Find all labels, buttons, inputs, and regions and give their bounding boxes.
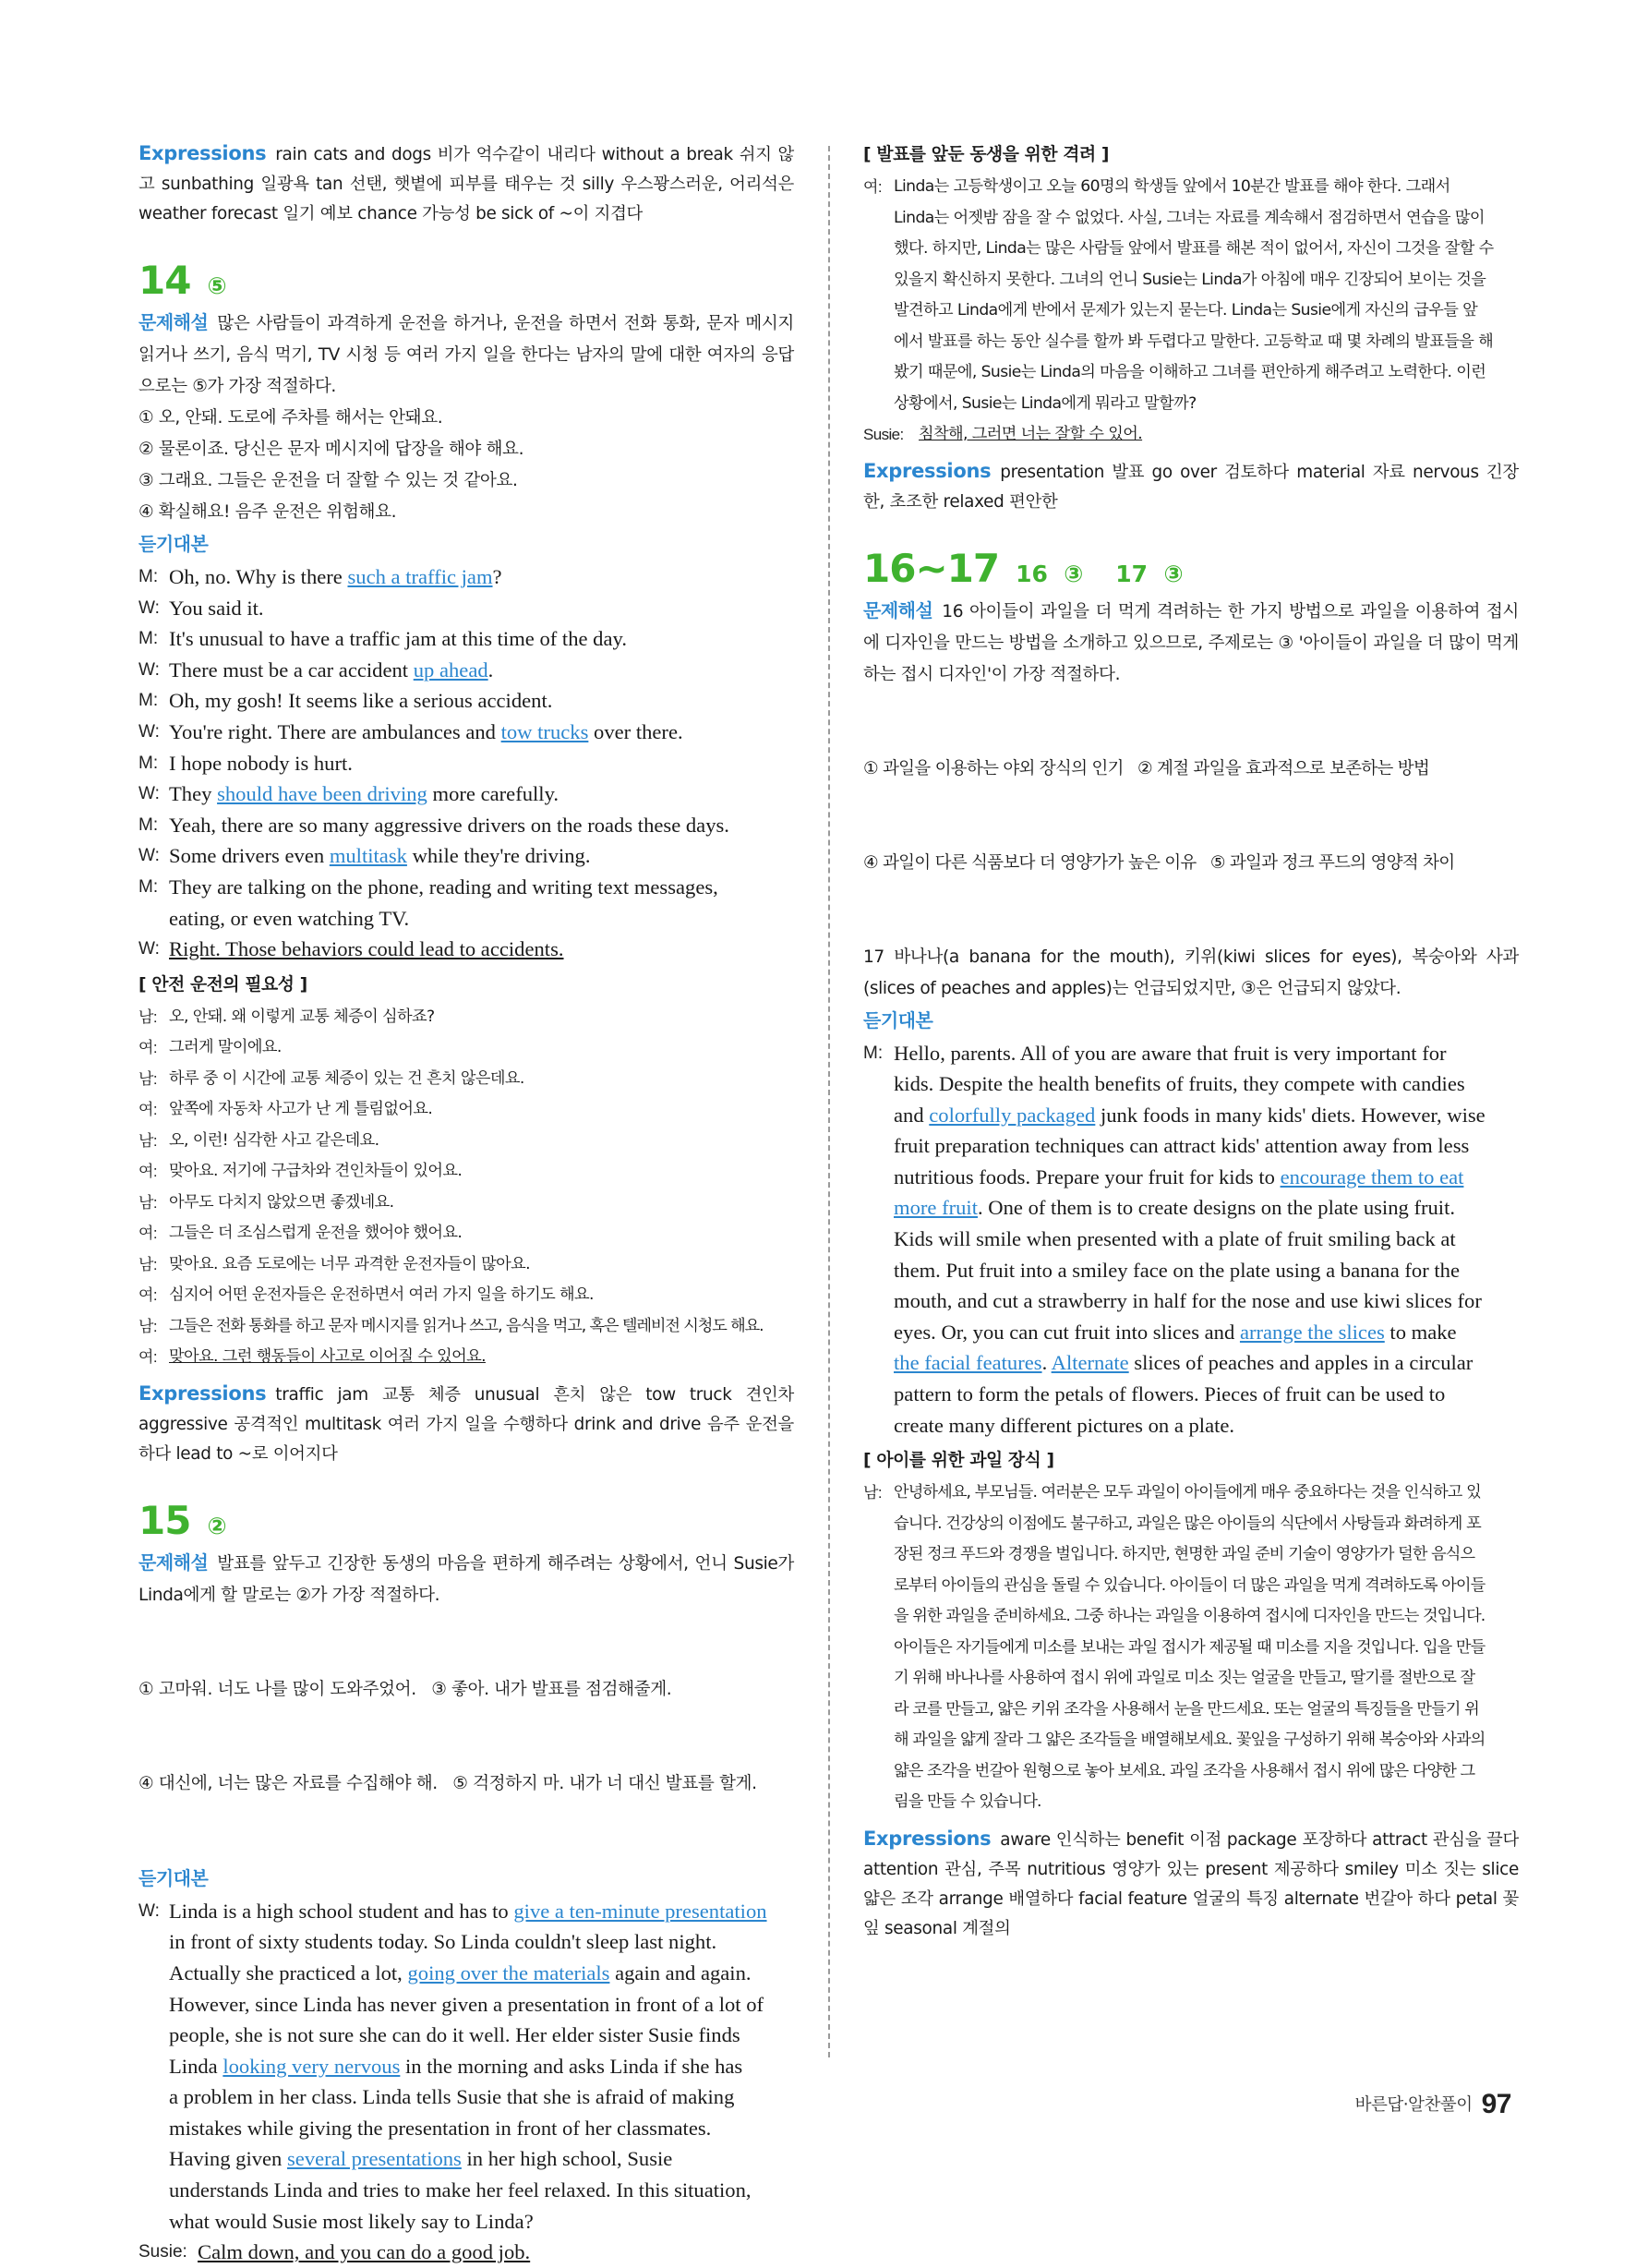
speaker: 남:	[138, 1069, 157, 1088]
translation-text: 오, 이런! 심각한 사고 같은데요.	[169, 1130, 379, 1150]
dialogue-text: and	[894, 1103, 930, 1127]
dialogue-line	[138, 934, 794, 965]
explanation-q17: 17 바나나(a banana for the mouth), 키위(kiwi slices for eyes), 복숭아와 사과(slices of peaches and apples)는 언급되었지만, ③은 언급되지 않았다.	[863, 947, 1519, 998]
highlight-phrase: colorfully packaged	[929, 1103, 1096, 1127]
explanation-q16	[863, 595, 1519, 691]
speaker: 남:	[138, 1255, 157, 1273]
translation-text: 얇은 조각을 번갈아 원형으로 놓아 보세요. 과일 조각을 사용해서 접시 위에 많은 다양한 그	[894, 1761, 1475, 1780]
explanation-text: 16 아이들이 과일을 더 먹게 격려하는 한 가지 방법으로 과일을 이용하여 접시에 디자인을 만드는 방법을 소개하고 있으므로, 주제로는 ③ '아이들이 과일을 더 많이 먹게 하는 접시 디자인'이 가장 적절하다.	[863, 601, 1519, 684]
question-number: 15	[138, 1497, 191, 1543]
explanation-text: 발표를 앞두고 긴장한 동생의 마음을 편하게 해주려는 상황에서, 언니 Susie가 Linda에게 할 말로는 ②가 가장 적절하다.	[138, 1553, 794, 1605]
translation-text: 맞아요. 요즘 도로에는 너무 과격한 운전자들이 많아요.	[169, 1254, 530, 1273]
question-number: 14	[138, 258, 191, 303]
speaker: W:	[138, 846, 160, 866]
explanation-label: 문제해설	[138, 1550, 209, 1574]
dialogue-text: You said it.	[169, 596, 264, 620]
speaker: M:	[138, 629, 159, 649]
translation-q14	[138, 1002, 794, 1373]
dialogue-text: Having given	[169, 2147, 288, 2171]
translation-text: 하루 중 이 시간에 교통 체증이 있는 건 흔치 않은데요.	[169, 1068, 524, 1088]
translation-line	[138, 1064, 794, 1095]
option-item: ② 물론이죠. 당신은 문자 메시지에 답장을 해야 해요.	[138, 440, 524, 459]
question-14-header	[138, 260, 794, 301]
question-15-header	[138, 1497, 794, 1543]
translation-line	[138, 1094, 794, 1126]
answer-line: Right. Those behaviors could lead to accidents.	[169, 937, 564, 961]
dialogue-text: Yeah, there are so many aggressive drivers on the roads these days.	[169, 813, 729, 837]
dialogue-block	[863, 1038, 1519, 1442]
dialogue-text: Hello, parents. All of you are aware that fruit is very important for	[894, 1041, 1447, 1065]
speaker: 남:	[863, 1484, 882, 1502]
translation-text: 앞쪽에 자동차 사고가 난 게 틀림없어요.	[169, 1100, 433, 1119]
translation-text: 라 코를 만들고, 얇은 키위 조각을 사용해서 눈을 만드세요. 또는 얼굴의 특징들을 만들기 위	[894, 1699, 1479, 1719]
footer-label: 바른답·알찬풀이	[1354, 2095, 1473, 2115]
highlight-phrase: more fruit	[894, 1196, 978, 1220]
dialogue-text: It's unusual to have a traffic jam at this time of the day.	[169, 627, 627, 651]
dialogue-line	[138, 810, 794, 841]
page-footer	[1355, 2089, 1511, 2120]
dialogue-text: in front of sixty students today. So Linda couldn't sleep last night.	[169, 1930, 717, 1954]
dialogue-text: people, she is not sure she can do it well. Her elder sister Susie finds	[169, 2023, 740, 2047]
speaker: 여:	[138, 1286, 157, 1305]
translation-line	[138, 1342, 794, 1373]
speaker: 여:	[863, 178, 882, 196]
dialogue-text: There must be a car accident	[169, 657, 414, 682]
dialogue-text: .	[487, 657, 494, 682]
translation-title-q15: [ 발표를 앞둔 동생을 위한 격려 ]	[863, 145, 1110, 164]
expressions-label: Expressions	[138, 1381, 267, 1405]
dialogue-text: They	[169, 782, 218, 806]
dialogue-text: mouth, and cut a strawberry in half for the nose and use kiwi slices for	[894, 1289, 1482, 1313]
expressions-text: aware 인식하는 benefit 이점 package 포장하다 attract 관심을 끌다 attention 관심, 주목 nutritious 영양가 있는 present 제공하다 smiley 미소 짓는 slice 얇은 조각 arrange 배열하다 facial feature 얼굴의 특징 alternate 번갈아 하다 petal 꽃잎 seasonal 계절의	[863, 1829, 1519, 1938]
script-label: 듣기대본	[863, 1008, 933, 1031]
dialogue-text: them. Put fruit into a smiley face on the plate using a banana for the	[894, 1258, 1460, 1282]
speaker: M:	[138, 691, 159, 711]
translation-line	[138, 1156, 794, 1188]
translation-line	[138, 1218, 794, 1249]
options-q14	[138, 403, 794, 528]
dialogue-text: understands Linda and tries to make her feel relaxed. In this situation,	[169, 2178, 752, 2202]
speaker: Susie:	[863, 426, 904, 443]
translation-text: 그들은 전화 통화를 하고 문자 메시지를 읽거나 쓰고, 음식을 먹고, 혹은 텔레비전 시청도 해요.	[169, 1316, 764, 1335]
highlight-phrase: the facial features	[894, 1351, 1042, 1375]
translation-text: 아이들은 자기들에게 미소를 보내는 과일 접시가 제공될 때 미소를 지을 것입니다. 입을 만들	[894, 1637, 1486, 1657]
highlight-phrase: several presentations	[287, 2147, 462, 2171]
speaker: 남:	[138, 1193, 157, 1212]
speaker: 남:	[138, 1317, 157, 1335]
translation-line	[138, 1249, 794, 1281]
speaker: M:	[138, 814, 159, 835]
expressions-label: Expressions	[138, 142, 267, 164]
highlight-phrase: looking very nervous	[223, 2054, 401, 2078]
highlight-phrase: such a traffic jam	[347, 565, 493, 588]
dialogue-text: Some drivers even	[169, 844, 330, 868]
translation-text: 아무도 다치지 않았으면 좋겠네요.	[169, 1192, 394, 1212]
question-number: 16~17	[863, 545, 1000, 591]
dialogue-text: I hope nobody is hurt.	[169, 751, 353, 775]
dialogue-text: Actually she practiced a lot,	[169, 1960, 408, 1984]
speaker: M:	[138, 753, 159, 773]
dialogue-text: Kids will smile when presented with a plate of fruit smiling back at	[894, 1227, 1456, 1251]
dialogue-text: over there.	[588, 719, 683, 743]
option-item: ④ 과일이 다른 식품보다 더 영양가가 높은 이유 ⑤ 과일과 정크 푸드의 영양적 차이	[863, 852, 1455, 873]
option-item: ① 오, 안돼. 도로에 주차를 해서는 안돼요.	[138, 408, 443, 428]
expressions-text: traffic jam 교통 체증 unusual 흔치 않은 tow truck 견인차 aggressive 공격적인 multitask 여러 가지 일을 수행하다 drink and drive 음주 운전을 하다 lead to ~로 이어지다	[138, 1384, 794, 1464]
highlight-phrase: multitask	[329, 844, 407, 868]
dialogue-line	[138, 840, 794, 872]
translation-line	[138, 1280, 794, 1311]
dialogue-text: Linda	[169, 2054, 223, 2078]
speaker: W:	[138, 1900, 160, 1921]
speaker: 여:	[138, 1163, 157, 1181]
dialogue-line	[138, 593, 794, 624]
script-label: 듣기대본	[138, 533, 209, 555]
translation-line	[138, 1311, 794, 1343]
page-number: 97	[1481, 2089, 1511, 2119]
script-q15	[138, 1896, 794, 2268]
script-q16	[863, 1038, 1519, 1442]
question-answer: ⑤	[207, 272, 227, 299]
explanation-q15	[138, 1547, 794, 1611]
speaker: 여:	[138, 1348, 157, 1367]
dialogue-text: slices of peaches and apples in a circular	[1128, 1351, 1474, 1375]
translation-text: 했다. 하지만, Linda는 많은 사람들 앞에서 발표를 해본 적이 없어서, 자신이 그것을 잘할 수	[894, 239, 1494, 258]
column-divider	[828, 146, 830, 2057]
dialogue-text: kids. Despite the health benefits of fruits, they compete with candies	[894, 1072, 1465, 1096]
explanation-label: 문제해설	[863, 598, 933, 621]
expressions-q14	[138, 1379, 794, 1469]
dialogue-text: junk foods in many kids' diets. However, wise	[1095, 1103, 1486, 1127]
dialogue-text: Oh, no. Why is there	[169, 565, 348, 588]
expressions-label: Expressions	[863, 459, 992, 482]
question-answer: ②	[207, 1512, 227, 1539]
translation-q15	[863, 172, 1519, 451]
highlight-phrase: arrange the slices	[1239, 1320, 1385, 1344]
highlight-phrase: going over the materials	[407, 1960, 610, 1984]
expressions-q15	[863, 456, 1519, 517]
question-16-17-header	[863, 545, 1519, 591]
speaker: W:	[138, 784, 160, 804]
dialogue-text: Linda is a high school student and has to	[169, 1899, 514, 1923]
translation-text: 을 위한 과일을 준비하세요. 그중 하나는 과일을 이용하여 접시에 디자인을 만드는 것입니다.	[894, 1607, 1486, 1626]
dialogue-line	[138, 2237, 794, 2268]
explanation-label: 문제해설	[138, 311, 209, 333]
dialogue-line	[138, 872, 794, 934]
dialogue-text: .	[1041, 1351, 1052, 1375]
highlight-phrase: give a ten-minute presentation	[513, 1899, 767, 1923]
script-label-q16	[863, 1005, 1519, 1038]
highlight-phrase: up ahead	[413, 657, 488, 682]
translation-text: 그들은 더 조심스럽게 운전을 했어야 했어요.	[169, 1224, 463, 1243]
speaker: M:	[138, 876, 159, 897]
expressions-text: rain cats and dogs 비가 억수같이 내리다 without a break 쉬지 않고 sunbathing 일광욕 tan 선탠, 햇볕에 피부를 태우는 것 silly 우스꽝스러운, 어리석은 weather forecast 일기 예보 chance 가능성 be sick of ~이 지겹다	[138, 145, 794, 223]
right-column	[863, 139, 1519, 1944]
answer-line: Calm down, and you can do a good job.	[198, 2240, 531, 2264]
translation-line	[863, 419, 1519, 451]
dialogue-text: to make	[1384, 1320, 1457, 1344]
dialogue-text: fruit preparation techniques can attract kids' attention away from less	[894, 1134, 1470, 1158]
option-item: ④ 확실해요! 음주 운전은 위험해요.	[138, 502, 397, 522]
translation-text: Linda는 어젯밤 잠을 잘 수 없었다. 사실, 그녀는 자료를 계속해서 점검하면서 연습을 많이	[894, 208, 1485, 227]
translation-text: 림을 만들 수 있습니다.	[894, 1792, 1041, 1812]
dialogue-line	[138, 561, 794, 593]
translation-text: Linda는 고등학생이고 오늘 60명의 학생들 앞에서 10분간 발표를 해야 한다. 그래서	[894, 177, 1450, 196]
script-label-q14	[138, 528, 794, 561]
script-label: 듣기대본	[138, 1866, 209, 1889]
highlight-phrase: should have been driving	[217, 782, 427, 806]
option-item: ④ 대신에, 너는 많은 자료를 수집해야 해. ⑤ 걱정하지 마. 내가 너 대신 발표를 할게.	[138, 1773, 757, 1793]
expressions-text: presentation 발표 go over 검토하다 material 자료 nervous 긴장한, 초조한 relaxed 편안한	[863, 462, 1519, 512]
dialogue-line	[138, 778, 794, 810]
translation-text: 심지어 어떤 운전자들은 운전하면서 여러 가지 일을 하기도 해요.	[169, 1285, 594, 1305]
explanation-q14	[138, 307, 794, 403]
translation-text: 습니다. 건강상의 이점에도 불구하고, 과일은 많은 아이들의 식단에서 사탕들과 화려하게 포	[894, 1514, 1481, 1533]
dialogue-text: in the morning and asks Linda if she has	[400, 2054, 743, 2078]
dialogue-text: create many different pictures on a plate.	[894, 1413, 1235, 1437]
dialogue-text: Oh, my gosh! It seems like a serious accident.	[169, 689, 553, 713]
translation-q16	[863, 1478, 1519, 1818]
left-column	[138, 139, 794, 2268]
dialogue-line	[138, 623, 794, 655]
highlight-phrase: Alternate	[1051, 1351, 1129, 1375]
speaker: 여:	[138, 1224, 157, 1243]
dialogue-line	[138, 748, 794, 779]
translation-block	[863, 1478, 1519, 1818]
translation-text: 있을지 확신하지 못한다. 그녀의 언니 Susie는 Linda가 아침에 매우 긴장되어 보이는 것을	[894, 270, 1486, 289]
speaker: W:	[138, 721, 160, 742]
translation-text: 에서 발표를 하는 동안 실수를 할까 봐 두렵다고 말한다. 고등학교 때 몇 차례의 발표들을 해	[894, 332, 1494, 351]
option-item: ① 고마워. 너도 나를 많이 도와주었어. ③ 좋아. 내가 발표를 점검해줄게.	[138, 1679, 672, 1699]
translation-text: 발견하고 Linda에게 반에서 문제가 있는지 묻는다. Linda는 Susie에게 자신의 급우들 앞	[894, 301, 1478, 320]
dialogue-text: in her high school, Susie	[461, 2147, 673, 2171]
translation-block	[863, 172, 1519, 419]
dialogue-text: again and again.	[609, 1960, 752, 1984]
translation-text: 그러게 말이에요.	[169, 1038, 282, 1057]
dialogue-block	[138, 1896, 794, 2238]
highlight-phrase: encourage them to eat	[1280, 1164, 1464, 1188]
translation-text: 오, 안돼. 왜 이렇게 교통 체증이 심하죠?	[169, 1007, 435, 1026]
translation-text: 봤기 때문에, Susie는 Linda의 마음을 이해하고 그녀를 편안하게 해주려고 노력한다. 이런	[894, 363, 1486, 381]
dialogue-text: a problem in her class. Linda tells Susie that she is afraid of making	[169, 2085, 735, 2109]
expressions-q13	[138, 139, 794, 229]
translation-line	[138, 1126, 794, 1157]
speaker: 남:	[138, 1131, 157, 1150]
dialogue-text: They are talking on the phone, reading and writing text messages,	[169, 875, 718, 899]
question-answer: 16 ③ 17 ③	[1016, 560, 1184, 587]
explanation-text: 많은 사람들이 과격하게 운전을 하거나, 운전을 하면서 전화 통화, 문자 메시지 읽거나 쓰기, 음식 먹기, TV 시청 등 여러 가지 일을 한다는 남자의 말에 대한 여자의 응답으로는 ⑤가 가장 적절하다.	[138, 314, 794, 396]
dialogue-text: ?	[492, 565, 502, 588]
speaker: W:	[138, 597, 160, 618]
dialogue-text: You're right. There are ambulances and	[169, 719, 501, 743]
speaker: Susie:	[138, 2242, 187, 2262]
options-q16	[863, 691, 1519, 942]
translation-text: 로부터 아이들의 관심을 돌릴 수 있습니다. 아이들이 더 많은 과일을 먹게 격려하도록 아이들	[894, 1575, 1486, 1595]
dialogue-line	[138, 717, 794, 748]
translation-title-q14: [ 안전 운전의 필요성 ]	[138, 974, 307, 995]
dialogue-text: However, since Linda has never given a presentation in front of a lot of	[169, 1992, 764, 2016]
option-item: ① 과일을 이용하는 야외 장식의 인기 ② 계절 과일을 효과적으로 보존하는 방법	[863, 758, 1430, 778]
dialogue-text: pattern to form the petals of flowers. Pieces of fruit can be used to	[894, 1382, 1446, 1406]
script-q14	[138, 561, 794, 965]
dialogue-text: what would Susie most likely say to Linda?	[169, 2209, 534, 2233]
speaker: M:	[138, 567, 159, 586]
dialogue-text: mistakes while giving the presentation in front of her classmates.	[169, 2116, 712, 2140]
translation-title-q16: [ 아이를 위한 과일 장식 ]	[863, 1451, 1054, 1471]
translation-text: 상황에서, Susie는 Linda에게 뭐라고 말할까?	[894, 393, 1197, 413]
dialogue-text: nutritious foods. Prepare your fruit for kids to	[894, 1164, 1281, 1188]
translation-text: 맞아요. 저기에 구급차와 견인차들이 있어요.	[169, 1162, 463, 1181]
speaker: W:	[138, 659, 160, 680]
dialogue-text: . One of them is to create designs on the plate using fruit.	[977, 1196, 1456, 1220]
answer-line: 침착해, 그러면 너는 잘할 수 있어.	[919, 425, 1143, 443]
expressions-label: Expressions	[863, 1827, 992, 1850]
speaker: 여:	[138, 1101, 157, 1119]
dialogue-line	[138, 685, 794, 717]
speaker: 여:	[138, 1039, 157, 1057]
dialogue-text: eyes. Or, you can cut fruit into slices and	[894, 1320, 1240, 1344]
dialogue-text: while they're driving.	[406, 844, 591, 868]
highlight-phrase: tow trucks	[500, 719, 589, 743]
translation-line	[138, 1032, 794, 1064]
translation-text: 안녕하세요, 부모님들. 여러분은 모두 과일이 아이들에게 매우 중요하다는 것을 인식하고 있	[894, 1483, 1481, 1502]
speaker: M:	[863, 1043, 884, 1063]
dialogue-text: eating, or even watching TV.	[169, 906, 410, 930]
dialogue-text: more carefully.	[427, 782, 559, 806]
expressions-q16	[863, 1824, 1519, 1944]
translation-text: 해 과일을 얇게 잘라 그 얇은 조각들을 배열해보세요. 꽃잎을 구성하기 위해 복숭아와 사과의	[894, 1731, 1486, 1750]
translation-text: 장된 정크 푸드와 경쟁을 벌입니다. 하지만, 현명한 과일 준비 기술이 영양가가 덜한 음식으	[894, 1545, 1475, 1564]
option-item: ③ 그래요. 그들은 운전을 더 잘할 수 있는 것 같아요.	[138, 471, 518, 490]
translation-text: 기 위해 바나나를 사용하여 접시 위에 과일로 미소 짓는 얼굴을 만들고, 딸기를 절반으로 잘	[894, 1669, 1475, 1688]
translation-line	[138, 1002, 794, 1033]
speaker: 남:	[138, 1007, 157, 1026]
translation-text: 맞아요. 그런 행동들이 사고로 이어질 수 있어요.	[169, 1347, 486, 1367]
speaker: W:	[138, 939, 160, 959]
dialogue-line	[138, 655, 794, 686]
options-q15	[138, 1611, 794, 1863]
translation-line	[138, 1188, 794, 1219]
script-label-q15	[138, 1863, 794, 1896]
